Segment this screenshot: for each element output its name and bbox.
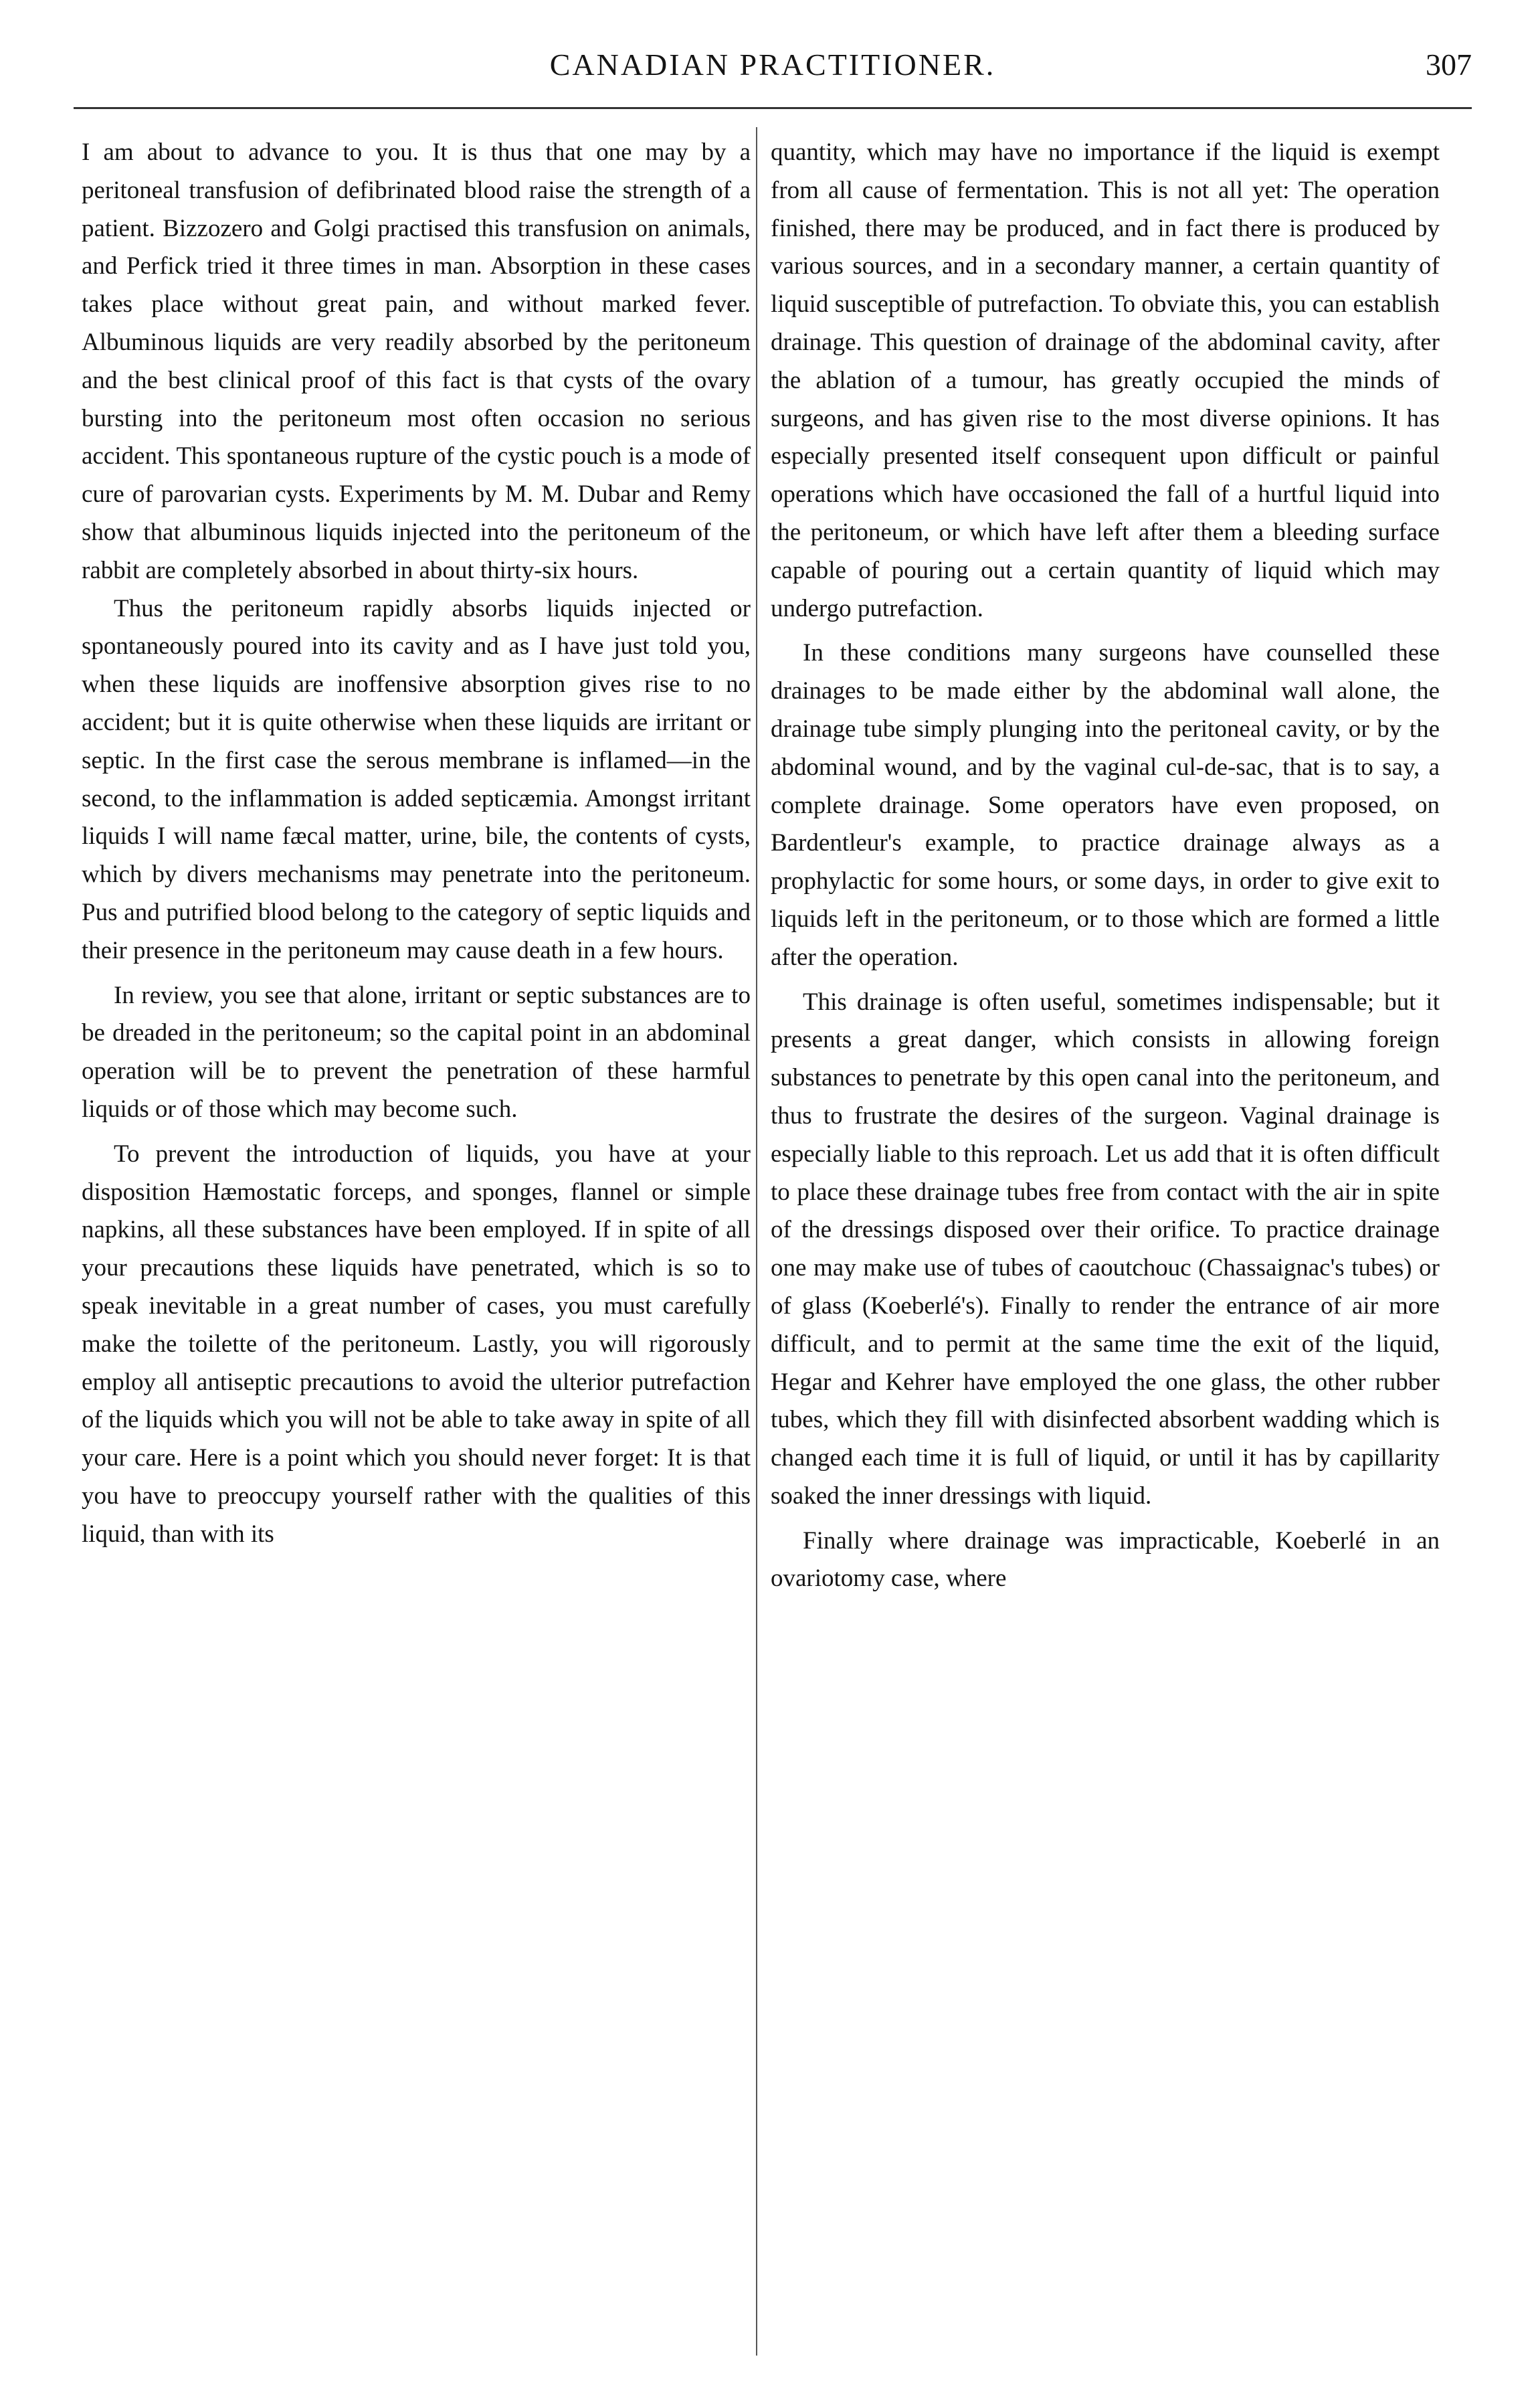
running-head xyxy=(74,47,1472,94)
paragraph: I am about to advance to you. It is thus that one may by a peritoneal transfusion of defibrinated blood raise the strength of a patient. Bizzozero and Golgi practised this transfusion on animals, and Perfick tried it three times in man. Absorption in these cases takes place without great pain, and without marked fever. Albuminous liquids are very readily absorbed by the peritoneum and the best clinical proof of this fact is that cysts of the ovary bursting into the peritoneum most often occasion no serious accident. This spontaneous rupture of the cystic pouch is a mode of cure of parovarian cysts. Experiments by M. M. Dubar and Remy show that albuminous liquids injected into the peritoneum of the rabbit are completely absorbed in about thirty-six hours. xyxy=(82,139,751,584)
header-rule xyxy=(74,107,1472,109)
left-column xyxy=(82,134,751,2356)
paragraph: quantity, which may have no importance if the liquid is exempt from all cause of fermentation. This is not all yet: The operation finished, there may be produced, and in fact there is produced by various sources, and in a secondary manner, a certain quantity of liquid susceptible of putrefaction. To obviate this, you can establish drainage. This question of drainage of the abdominal cavity, after the ablation of a tumour, has greatly occupied the minds of surgeons, and has given rise to the most diverse opinions. It has especially presented itself consequent upon difficult or painful operations which have occasioned the fall of a hurtful liquid into the peritoneum, or which have left after them a bleeding surface capable of pouring out a certain quantity of liquid which may undergo putrefaction. xyxy=(771,139,1440,622)
journal-title: CANADIAN PRACTITIONER. xyxy=(549,48,996,82)
paragraph: In review, you see that alone, irritant or septic substances are to be dreaded in the peritoneum; so the capital point in an abdominal operation will be to prevent the penetration of these harmful liquids or of those which may become such. xyxy=(82,981,751,1123)
paragraph: This drainage is often useful, sometimes indispensable; but it presents a great danger, which consists in allowing foreign substances to penetrate by this open canal into the peritoneum, and thus to frustrate the desires of the surgeon. Vaginal drainage is especially liable to this reproach. Let us add that it is often difficult to place these drainage tubes free from contact with the air in spite of the dressings disposed over their orifice. To practice drainage one may make use of tubes of caoutchouc (Chassaignac's tubes) or of glass (Koeberlé's). Finally to render the entrance of air more difficult, and to permit at the same time the exit of the liquid, Hegar and Kehrer have employed the one glass, the other rubber tubes, which they fill with disinfected absorbent wadding which is changed each time it is full of liquid, or until it has by capillarity soaked the inner dressings with liquid. xyxy=(771,988,1440,1510)
column-divider xyxy=(756,127,757,2356)
paragraph: In these conditions many surgeons have counselled these drainages to be made either by the abdominal wall alone, the drainage tube simply plunging into the peritoneal cavity, or by the abdominal wound, and by the vaginal cul-de-sac, that is to say, a complete drainage. Some operators have even proposed, on Bardentleur's example, to practice drainage always as a prophylactic for some hours, or some days, in order to give exit to liquids left in the peritoneum, or to those which are formed a little after the operation. xyxy=(771,639,1440,971)
paragraph: Finally where drainage was impracticable, Koeberlé in an ovariotomy case, where xyxy=(771,1526,1440,1593)
paragraph: To prevent the introduction of liquids, you have at your disposition Hæmostatic forceps, and sponges, flannel or simple napkins, all these substances have been employed. If in spite of all your precautions these liquids have penetrated, which is so to speak inevitable in a great number of cases, you must carefully make the toilette of the peritoneum. Lastly, you will rigorously employ all antiseptic precautions to avoid the ulterior putrefaction of the liquids which you will not be able to take away in spite of all your care. Here is a point which you should never forget: It is that you have to preoccupy yourself rather with the qualities of this liquid, than with its xyxy=(82,1140,751,1548)
page-number: 307 xyxy=(1426,48,1472,82)
paragraph: Thus the peritoneum rapidly absorbs liquids injected or spontaneously poured into its cavity and as I have just told you, when these liquids are inoffensive absorption gives rise to no accident; but it is quite otherwise when these liquids are irritant or septic. In the first case the serous membrane is inflamed—in the second, to the inflammation is added septicæmia. Amongst irritant liquids I will name fæcal matter, urine, bile, the contents of cysts, which by divers mechanisms may penetrate into the peritoneum. Pus and putrified blood belong to the category of septic liquids and their presence in the peritoneum may cause death in a few hours. xyxy=(82,594,751,964)
right-column xyxy=(771,134,1440,2356)
